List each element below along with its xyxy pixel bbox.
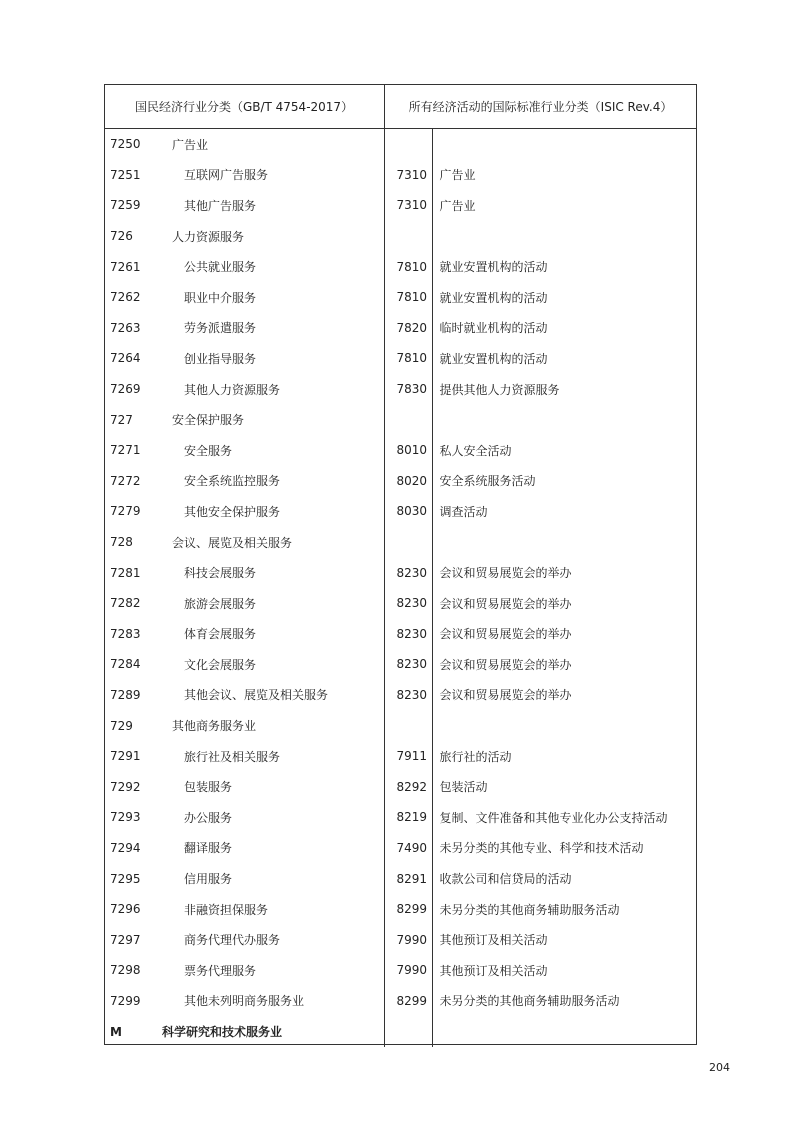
industry-name: 旅行社及相关服务	[184, 749, 281, 764]
isic-code: 7830	[384, 374, 432, 405]
industry-name: 安全系统监控服务	[184, 474, 281, 489]
isic-name: 就业安置机构的活动	[432, 282, 697, 313]
isic-code: 8230	[384, 619, 432, 650]
industry-name: 其他安全保护服务	[184, 504, 281, 519]
isic-code: 8230	[384, 588, 432, 619]
industry-code: 7269	[110, 382, 141, 397]
industry-code: 727	[110, 412, 133, 427]
isic-name: 就业安置机构的活动	[432, 343, 697, 374]
industry-name: 其他商务服务业	[172, 719, 257, 734]
table-row	[104, 129, 697, 160]
industry-name: 其他未列明商务服务业	[184, 994, 305, 1009]
isic-name: 未另分类的其他专业、科学和技术活动	[432, 833, 697, 864]
industry-name: 商务代理代办服务	[184, 933, 281, 948]
isic-name	[432, 404, 697, 435]
industry-code: 7281	[110, 565, 141, 580]
industry-code: 7291	[110, 749, 141, 764]
table-row	[104, 771, 697, 802]
industry-code: 7264	[110, 351, 141, 366]
isic-code	[384, 527, 432, 558]
isic-code: 7990	[384, 924, 432, 955]
industry-code: 728	[110, 535, 133, 550]
isic-name: 其他预订及相关活动	[432, 924, 697, 955]
table-row	[104, 741, 697, 772]
isic-code: 8219	[384, 802, 432, 833]
table-row	[104, 435, 697, 466]
isic-code: 7820	[384, 313, 432, 344]
table-row	[104, 619, 697, 650]
industry-code: 7271	[110, 443, 141, 458]
table-row	[104, 557, 697, 588]
industry-code: 7250	[110, 137, 141, 152]
industry-name: 劳务派遣服务	[184, 321, 257, 336]
page-number: 204	[709, 1061, 730, 1074]
table-row	[104, 313, 697, 344]
isic-name: 未另分类的其他商务辅助服务活动	[432, 986, 697, 1017]
isic-name: 安全系统服务活动	[432, 466, 697, 497]
industry-code: 7298	[110, 963, 141, 978]
isic-name	[432, 1016, 697, 1047]
industry-code: 7284	[110, 657, 141, 672]
table-row	[104, 466, 697, 497]
industry-name: 非融资担保服务	[184, 902, 269, 917]
table-row	[104, 894, 697, 925]
column-divider	[384, 84, 385, 1045]
industry-code: 7262	[110, 290, 141, 305]
industry-name: 办公服务	[184, 810, 233, 825]
table-row	[104, 955, 697, 986]
industry-name: 其他广告服务	[184, 198, 257, 213]
industry-code: 7282	[110, 596, 141, 611]
table-row	[104, 833, 697, 864]
table-row	[104, 649, 697, 680]
isic-code: 8230	[384, 557, 432, 588]
industry-code: 7297	[110, 932, 141, 947]
table-row	[104, 282, 697, 313]
industry-name: 旅游会展服务	[184, 596, 257, 611]
industry-name: 人力资源服务	[172, 229, 245, 244]
industry-name: 包装服务	[184, 780, 233, 795]
industry-name: 广告业	[172, 137, 209, 152]
industry-name: 公共就业服务	[184, 260, 257, 275]
table-row	[104, 527, 697, 558]
table-row	[104, 924, 697, 955]
isic-code: 8230	[384, 649, 432, 680]
industry-code: 7279	[110, 504, 141, 519]
industry-name: 文化会展服务	[184, 657, 257, 672]
isic-name	[432, 527, 697, 558]
industry-code: 7292	[110, 779, 141, 794]
industry-code: 7261	[110, 259, 141, 274]
isic-name: 旅行社的活动	[432, 741, 697, 772]
table-row	[104, 1016, 697, 1047]
table-row	[104, 160, 697, 191]
industry-name: 其他人力资源服务	[184, 382, 281, 397]
table-row	[104, 496, 697, 527]
isic-name: 会议和贸易展览会的举办	[432, 680, 697, 711]
isic-code	[384, 129, 432, 160]
isic-code: 8030	[384, 496, 432, 527]
isic-code: 8292	[384, 771, 432, 802]
industry-name: 翻译服务	[184, 841, 233, 856]
isic-name: 会议和贸易展览会的举办	[432, 649, 697, 680]
isic-code	[384, 221, 432, 252]
table-row	[104, 374, 697, 405]
industry-code: 7289	[110, 687, 141, 702]
industry-name: 体育会展服务	[184, 627, 257, 642]
isic-name: 收款公司和信贷局的活动	[432, 863, 697, 894]
isic-code	[384, 404, 432, 435]
isic-name	[432, 129, 697, 160]
industry-code: 7283	[110, 626, 141, 641]
isic-code: 7810	[384, 343, 432, 374]
industry-code: 729	[110, 718, 133, 733]
isic-code: 7490	[384, 833, 432, 864]
isic-name: 调查活动	[432, 496, 697, 527]
isic-code	[384, 1016, 432, 1047]
isic-name: 就业安置机构的活动	[432, 251, 697, 282]
industry-code: 7295	[110, 871, 141, 886]
isic-name: 复制、文件准备和其他专业化办公支持活动	[432, 802, 697, 833]
table-row	[104, 588, 697, 619]
isic-name: 会议和贸易展览会的举办	[432, 588, 697, 619]
classification-table	[104, 84, 697, 1047]
industry-code: 7296	[110, 902, 141, 917]
industry-code: 7294	[110, 840, 141, 855]
industry-name: 科技会展服务	[184, 566, 257, 581]
isic-name: 会议和贸易展览会的举办	[432, 557, 697, 588]
header-isic-classification: 所有经济活动的国际标准行业分类（ISIC Rev.4）	[384, 84, 697, 129]
industry-name: 互联网广告服务	[184, 168, 269, 183]
isic-code: 8020	[384, 466, 432, 497]
isic-name: 提供其他人力资源服务	[432, 374, 697, 405]
isic-name: 会议和贸易展览会的举办	[432, 619, 697, 650]
isic-name	[432, 221, 697, 252]
isic-code: 8299	[384, 986, 432, 1017]
isic-code: 7310	[384, 160, 432, 191]
industry-name: 科学研究和技术服务业	[162, 1025, 283, 1040]
table-row	[104, 710, 697, 741]
isic-name: 私人安全活动	[432, 435, 697, 466]
table-row	[104, 343, 697, 374]
isic-code: 7990	[384, 955, 432, 986]
industry-name: 安全服务	[184, 443, 233, 458]
industry-code: 7263	[110, 320, 141, 335]
isic-code: 7911	[384, 741, 432, 772]
industry-name: 创业指导服务	[184, 351, 257, 366]
isic-name: 广告业	[432, 190, 697, 221]
table-row	[104, 680, 697, 711]
industry-name: 会议、展览及相关服务	[172, 535, 293, 550]
isic-code: 8010	[384, 435, 432, 466]
isic-name: 临时就业机构的活动	[432, 313, 697, 344]
industry-name: 安全保护服务	[172, 413, 245, 428]
isic-code: 8299	[384, 894, 432, 925]
table-row	[104, 863, 697, 894]
isic-name: 包装活动	[432, 771, 697, 802]
industry-name: 职业中介服务	[184, 290, 257, 305]
isic-name	[432, 710, 697, 741]
isic-name: 未另分类的其他商务辅助服务活动	[432, 894, 697, 925]
isic-code: 7810	[384, 282, 432, 313]
table-row	[104, 986, 697, 1017]
isic-code	[384, 710, 432, 741]
industry-code: 7299	[110, 993, 141, 1008]
industry-code: M	[110, 1024, 122, 1039]
table-row	[104, 404, 697, 435]
isic-name: 其他预订及相关活动	[432, 955, 697, 986]
industry-name: 票务代理服务	[184, 963, 257, 978]
industry-code: 7251	[110, 167, 141, 182]
isic-code: 7810	[384, 251, 432, 282]
industry-code: 7259	[110, 198, 141, 213]
isic-code: 8291	[384, 863, 432, 894]
industry-code: 726	[110, 229, 133, 244]
isic-name: 广告业	[432, 160, 697, 191]
isic-code: 7310	[384, 190, 432, 221]
industry-name: 信用服务	[184, 872, 233, 887]
industry-code: 7293	[110, 810, 141, 825]
table-row	[104, 802, 697, 833]
isic-code: 8230	[384, 680, 432, 711]
table-header-row	[104, 84, 697, 129]
table-row	[104, 251, 697, 282]
industry-name: 其他会议、展览及相关服务	[184, 688, 329, 703]
table-row	[104, 190, 697, 221]
table-row	[104, 221, 697, 252]
header-gb-classification: 国民经济行业分类（GB/T 4754-2017）	[104, 84, 384, 129]
industry-code: 7272	[110, 473, 141, 488]
